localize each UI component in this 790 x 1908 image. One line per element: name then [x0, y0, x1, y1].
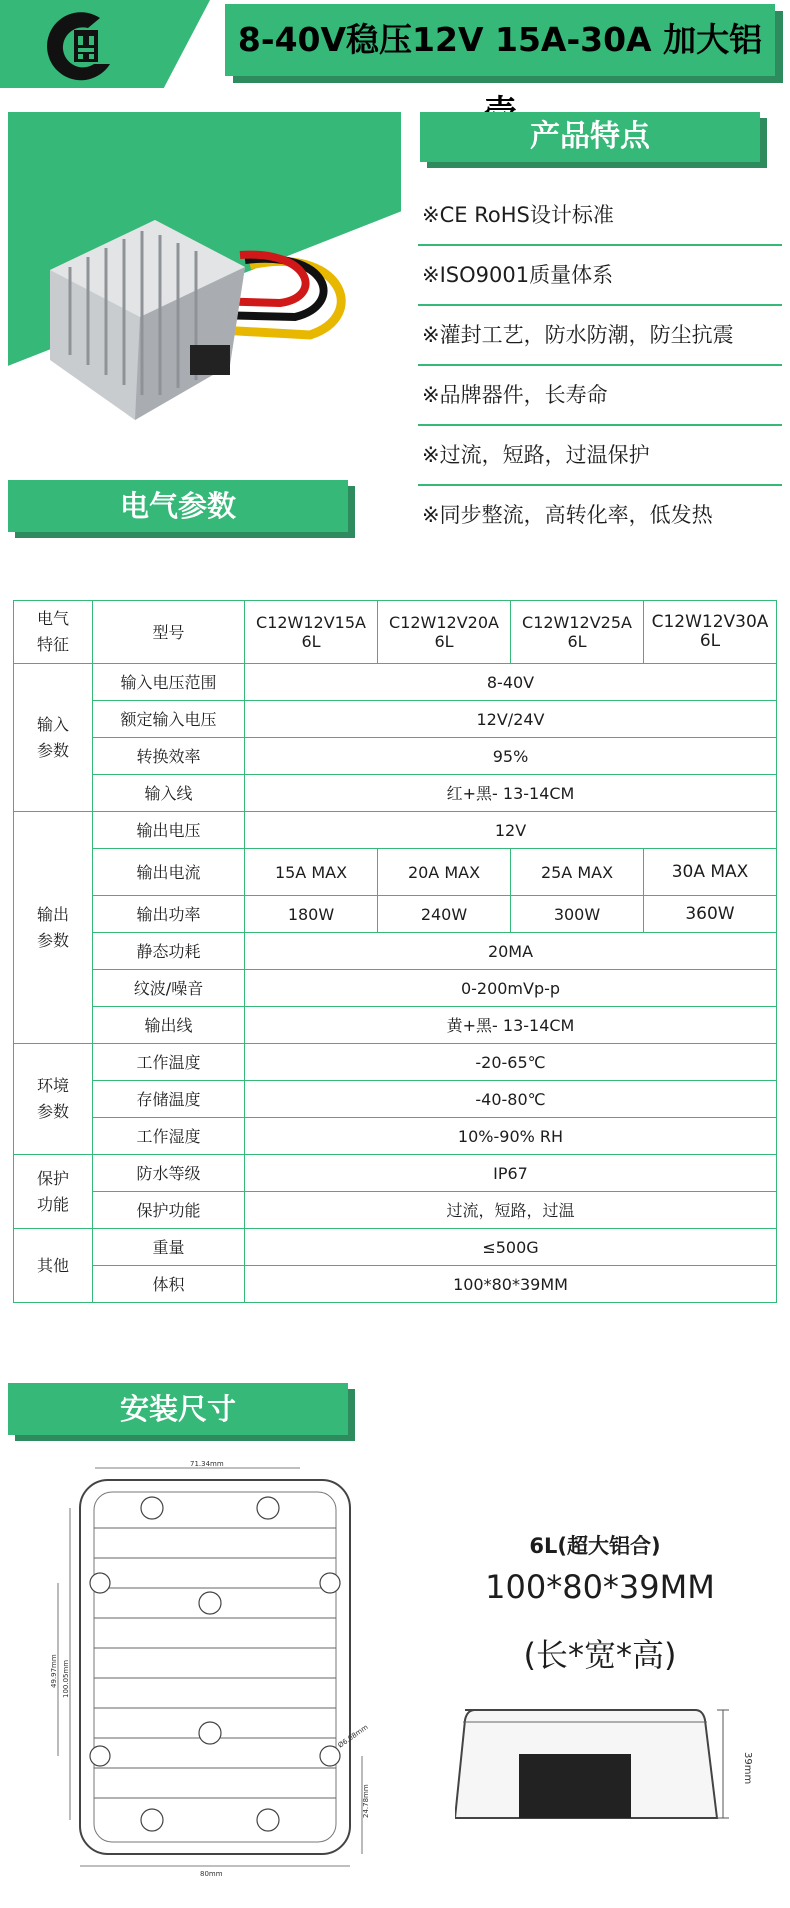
row-value: 15A MAX [245, 849, 378, 896]
row-value: 360W [644, 896, 777, 933]
table-row [14, 1007, 777, 1044]
row-label: 输出电流 [93, 849, 245, 896]
dim-hole: Ø6.08mm [336, 1723, 370, 1750]
feature-item: ※灌封工艺，防水防潮，防尘抗震 [418, 308, 782, 366]
model-cell: C12W12V25A6L [511, 601, 644, 664]
feature-list [418, 188, 782, 548]
row-value: 25A MAX [511, 849, 644, 896]
row-label: 静态功耗 [93, 933, 245, 970]
row-label: 工作湿度 [93, 1118, 245, 1155]
row-label: 工作温度 [93, 1044, 245, 1081]
group-cell: 环境参数 [14, 1044, 93, 1155]
table-row [14, 1118, 777, 1155]
row-label: 额定输入电压 [93, 701, 245, 738]
row-label: 重量 [93, 1229, 245, 1266]
row-value: 10%-90% RH [245, 1118, 777, 1155]
brand-logo-icon [38, 8, 128, 84]
electrical-heading: 电气参数 [8, 480, 348, 532]
table-row [14, 701, 777, 738]
row-value: -20-65℃ [245, 1044, 777, 1081]
corner-cell: 电气特征 [14, 601, 93, 664]
features-heading: 产品特点 [420, 112, 760, 162]
dim-inner-height: 49.97mm [50, 1654, 58, 1688]
feature-item: ※同步整流，高转化率，低发热 [422, 503, 713, 527]
dimension-drawing [50, 1458, 410, 1878]
group-cell: 其他 [14, 1229, 93, 1303]
table-row [14, 812, 777, 849]
model-label-cell: 型号 [93, 601, 245, 664]
row-value: 30A MAX [644, 849, 777, 896]
row-value: 8-40V [245, 664, 777, 701]
install-dimension-note: (长*宽*高) [523, 1636, 677, 1674]
table-row [14, 664, 777, 701]
dim-outer-height: 100.05mm [62, 1659, 70, 1698]
dim-side-height: 39mm [742, 1752, 753, 1785]
dim-top-width: 71.34mm [190, 1460, 224, 1468]
table-row [14, 1044, 777, 1081]
row-value: 100*80*39MM [245, 1266, 777, 1303]
row-value: 300W [511, 896, 644, 933]
row-label: 纹波/噪音 [93, 970, 245, 1007]
row-value: 12V/24V [245, 701, 777, 738]
row-value: 0-200mVp-p [245, 970, 777, 1007]
row-value: 红+黑- 13-14CM [245, 775, 777, 812]
row-value: -40-80℃ [245, 1081, 777, 1118]
row-value: IP67 [245, 1155, 777, 1192]
install-model-label: 6L(超大铝合) [529, 1534, 661, 1558]
table-row [14, 601, 777, 664]
table-row [14, 1229, 777, 1266]
feature-item: ※过流，短路，过温保护 [418, 428, 782, 486]
row-value: 180W [245, 896, 378, 933]
row-value: ≤500G [245, 1229, 777, 1266]
table-row [14, 1081, 777, 1118]
row-label: 转换效率 [93, 738, 245, 775]
row-label: 输出线 [93, 1007, 245, 1044]
row-value: 240W [378, 896, 511, 933]
row-value: 黄+黑- 13-14CM [245, 1007, 777, 1044]
row-value: 12V [245, 812, 777, 849]
row-label: 输入线 [93, 775, 245, 812]
row-value: 95% [245, 738, 777, 775]
feature-item: ※CE RoHS设计标准 [418, 188, 782, 246]
spec-table [13, 600, 777, 1303]
feature-item: ※ISO9001质量体系 [418, 248, 782, 306]
row-label: 保护功能 [93, 1192, 245, 1229]
page-title: 8-40V稳压12V 15A-30A 加大铝 [237, 20, 763, 59]
table-row [14, 775, 777, 812]
row-label: 防水等级 [93, 1155, 245, 1192]
table-row [14, 738, 777, 775]
row-label: 输出电压 [93, 812, 245, 849]
install-heading: 安装尺寸 [8, 1383, 348, 1435]
table-row [14, 1266, 777, 1303]
model-cell: C12W12V15A6L [245, 601, 378, 664]
model-cell: C12W12V30A6L [644, 601, 777, 664]
row-value: 20MA [245, 933, 777, 970]
table-row [14, 933, 777, 970]
row-label: 体积 [93, 1266, 245, 1303]
table-row [14, 1155, 777, 1192]
table-row [14, 970, 777, 1007]
row-value: 20A MAX [378, 849, 511, 896]
product-photo [40, 205, 390, 435]
feature-item: ※品牌器件，长寿命 [418, 368, 782, 426]
table-row [14, 849, 777, 896]
row-label: 输入电压范围 [93, 664, 245, 701]
group-cell: 输入参数 [14, 664, 93, 812]
install-dimensions: 100*80*39MM [485, 1568, 715, 1606]
table-row [14, 1192, 777, 1229]
row-label: 存储温度 [93, 1081, 245, 1118]
row-label: 输出功率 [93, 896, 245, 933]
dim-bottom-width: 80mm [200, 1870, 223, 1878]
row-value: 过流，短路，过温 [245, 1192, 777, 1229]
model-cell: C12W12V20A6L [378, 601, 511, 664]
side-view-drawing [455, 1700, 755, 1840]
table-row [14, 896, 777, 933]
group-cell: 保护功能 [14, 1155, 93, 1229]
group-cell: 输出参数 [14, 812, 93, 1044]
dim-offset: 24.78mm [362, 1784, 370, 1818]
